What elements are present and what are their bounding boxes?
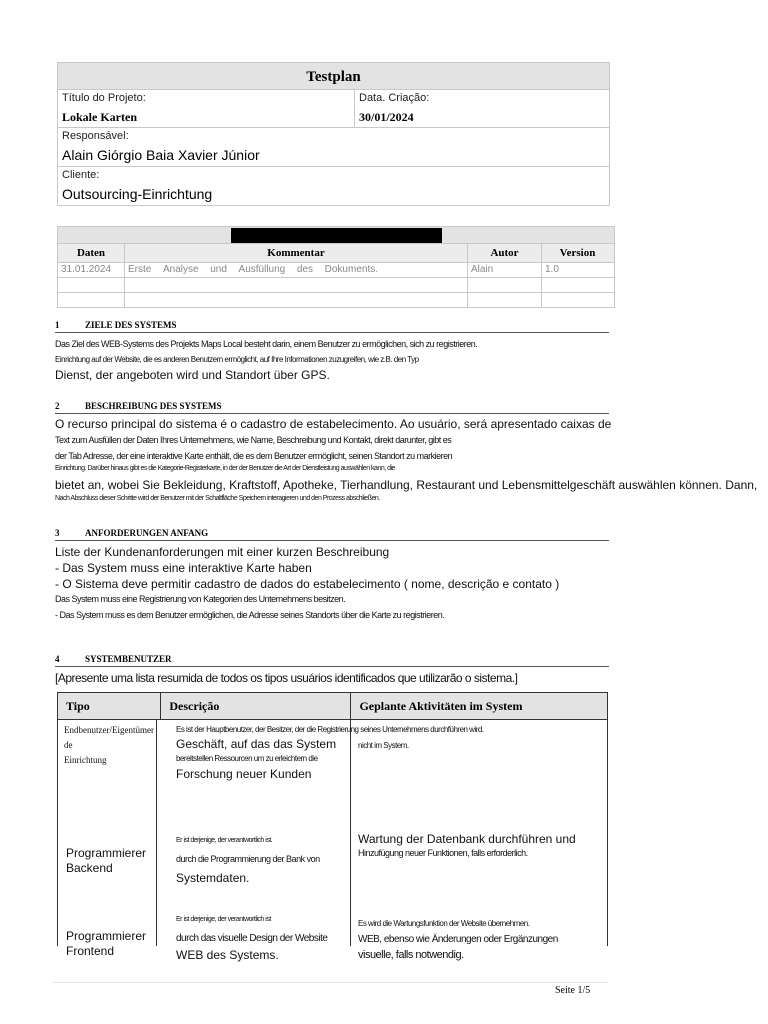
project-row — [58, 90, 609, 128]
paragraph-line: O recurso principal do sistema é o cadastro de estabelecimento. Ao usuário, será apresentado caixas de — [55, 417, 612, 431]
comment-word: des — [296, 264, 313, 275]
paragraph-line: - Das System muss es dem Benutzer ermöglichen, die Adresse seines Standorts über die Karte zu registrieren. — [55, 610, 445, 620]
client-row — [58, 167, 609, 205]
comment-word: Dokuments. — [324, 264, 378, 275]
paragraph-line: bietet an, wobei Sie Bekleidung, Kraftstoff, Apotheke, Tierhandlung, Restaurant und Lebensmittelgeschäft auswählen können. Dann, — [55, 478, 758, 492]
section-system-users — [55, 654, 609, 686]
user-description-line — [176, 737, 344, 752]
table-row — [64, 723, 154, 768]
user-type-line: Frontend — [66, 944, 115, 958]
description-text: Geschäft, auf das das System — [176, 737, 337, 751]
user-type-line: Endbenutzer/Eigentümer — [64, 725, 154, 735]
user-description-line: Er ist derjenige, der verantwortlich ist — [176, 916, 271, 923]
section-number: 4 — [55, 654, 60, 664]
paragraph-line: - Das System muss eine interaktive Karte haben — [55, 561, 312, 575]
comment-word: Erste — [128, 264, 152, 275]
user-description-line: bereitstellen Ressourcen um zu erleichtern die — [176, 754, 318, 763]
redacted-block — [231, 228, 442, 243]
revision-table-columns — [58, 244, 614, 263]
user-description-line: durch die Programmierung der Bank von — [176, 854, 320, 864]
responsible-row — [58, 128, 609, 167]
user-type-line: Programmierer — [66, 929, 147, 943]
user-type-line: Einrichtung — [64, 755, 107, 765]
section-heading — [55, 320, 609, 333]
user-type-line: Programmierer — [66, 846, 147, 860]
section-title: ANFORDERUNGEN ANFANG — [85, 528, 209, 538]
section-goals — [55, 320, 609, 383]
col-descricao: Descrição — [160, 693, 350, 719]
user-description-line: Forschung neuer Kunden — [176, 767, 312, 781]
paragraph-line: Einrichtung. Darüber hinaus gibt es die Kategorie-Registerkarte, in der der Benutzer die Art der Dienstleistung auswählen kann, die — [55, 465, 395, 472]
paragraph-line: - O Sistema deve permitir cadastro de dados do estabelecimento ( nome, descrição e contato ) — [55, 577, 560, 591]
table-row — [66, 929, 146, 959]
paragraph-line: Dienst, der angeboten wird und Standort über GPS. — [55, 368, 330, 382]
section-description — [55, 401, 758, 505]
project-header-table — [57, 62, 610, 206]
section-title: ZIELE DES SYSTEMS — [85, 320, 177, 330]
section-requirements — [55, 528, 609, 622]
user-activity-line: Hinzufügung neuer Funktionen, falls erforderlich. — [358, 848, 528, 858]
col-tipo: Tipo — [66, 699, 90, 713]
responsible-value: Alain Giórgio Baia Xavier Júnior — [62, 147, 260, 163]
paragraph-line: Liste der Kundenanforderungen mit einer kurzen Beschreibung — [55, 545, 390, 559]
section-title: BESCHREIBUNG DES SYSTEMS — [85, 401, 222, 411]
section-number: 3 — [55, 528, 60, 538]
section-heading — [55, 528, 609, 541]
client-label: Cliente: — [62, 169, 100, 181]
section-heading — [55, 401, 609, 414]
paragraph-line: Text zum Ausfüllen der Daten Ihres Unternehmens, wie Name, Beschreibung und Kontakt, direkt darunter, gibt es — [55, 435, 452, 445]
section-heading — [55, 654, 609, 667]
users-table — [57, 692, 608, 962]
col-kommentar: Kommentar — [125, 244, 468, 262]
revision-author: Alain — [468, 263, 542, 277]
creation-date-label: Data. Criação: — [359, 92, 430, 104]
revision-table-header-bar — [58, 227, 614, 244]
user-type-line: Backend — [66, 861, 113, 875]
project-title-value: Lokale Karten — [62, 110, 137, 124]
user-description-line: durch das visuelle Design der Website — [176, 933, 328, 944]
revision-date: 31.01.2024 — [58, 263, 125, 277]
revision-table — [57, 226, 615, 308]
user-description-line: Systemdaten. — [176, 871, 250, 885]
revision-version: 1.0 — [545, 264, 559, 275]
section-number: 1 — [55, 320, 60, 330]
user-activity-line: nicht im System. — [358, 741, 409, 750]
page-number: Seite 1/5 — [555, 985, 591, 996]
users-table-header — [57, 692, 608, 720]
paragraph-line: Einrichtung auf der Website, die es anderen Benutzern ermöglicht, auf Ihre Informationen zuzugreifen, wie z.B. den Typ — [55, 355, 419, 364]
user-activity-line: visuelle, falls notwendig. — [358, 949, 464, 961]
section-number: 2 — [55, 401, 60, 411]
col-daten: Daten — [58, 244, 125, 262]
user-description-line: WEB des Systems. — [176, 948, 279, 962]
paragraph-line: Das Ziel des WEB-Systems des Projekts Maps Local besteht darin, einem Benutzer zu ermöglichen, sich zu registrieren. — [55, 339, 478, 349]
users-table-body — [57, 720, 608, 962]
user-activity-line: Es wird die Wartungsfunktion der Website übernehmen. — [358, 919, 530, 928]
paragraph-line: Nach Abschluss dieser Schritte wird der Benutzer mit der Schaltfläche Speichern interagieren und den Prozess abschließen. — [55, 495, 380, 502]
comment-word: Ausfüllung — [238, 264, 286, 275]
revision-comment — [125, 263, 468, 277]
creation-date-value: 30/01/2024 — [359, 110, 414, 124]
table-row — [58, 293, 614, 307]
col-version: Version — [559, 247, 596, 259]
client-value: Outsourcing-Einrichtung — [62, 186, 213, 202]
user-description-line: Es ist der Hauptbenutzer, der Besitzer, der die Registrierung seines Unternehmens durchführen wird. — [176, 725, 484, 734]
section-title: SYSTEMBENUTZER — [85, 654, 172, 664]
user-type-line: de — [64, 740, 73, 750]
paragraph-line: [Apresente uma lista resumida de todos os tipos usuários identificados que utilizarão o sistema.] — [55, 671, 518, 685]
table-row — [58, 278, 614, 293]
responsible-label: Responsável: — [62, 130, 129, 142]
table-row — [66, 846, 146, 876]
comment-word: und — [210, 264, 227, 275]
paragraph-line: der Tab Adresse, der eine interaktive Karte enthält, die es dem Benutzer ermöglicht, seinen Standort zu markieren — [55, 451, 453, 461]
project-title-label: Título do Projeto: — [62, 92, 146, 104]
col-autor: Autor — [468, 244, 542, 262]
user-activity-line: WEB, ebenso wie Änderungen oder Ergänzungen — [358, 934, 558, 945]
footer-divider — [52, 982, 608, 983]
user-activity-line: Wartung der Datenbank durchführen und — [358, 832, 576, 846]
paragraph-line: Das System muss eine Registrierung von Kategorien des Unternehmens besitzen. — [55, 594, 346, 604]
comment-word: Analyse — [162, 264, 199, 275]
col-activities: Geplante Aktivitäten im System — [350, 693, 607, 719]
document-title: Testplan — [58, 63, 609, 90]
user-description-line: Er ist derjenige, der verantwortlich ist. — [176, 837, 273, 844]
table-row — [58, 263, 614, 278]
